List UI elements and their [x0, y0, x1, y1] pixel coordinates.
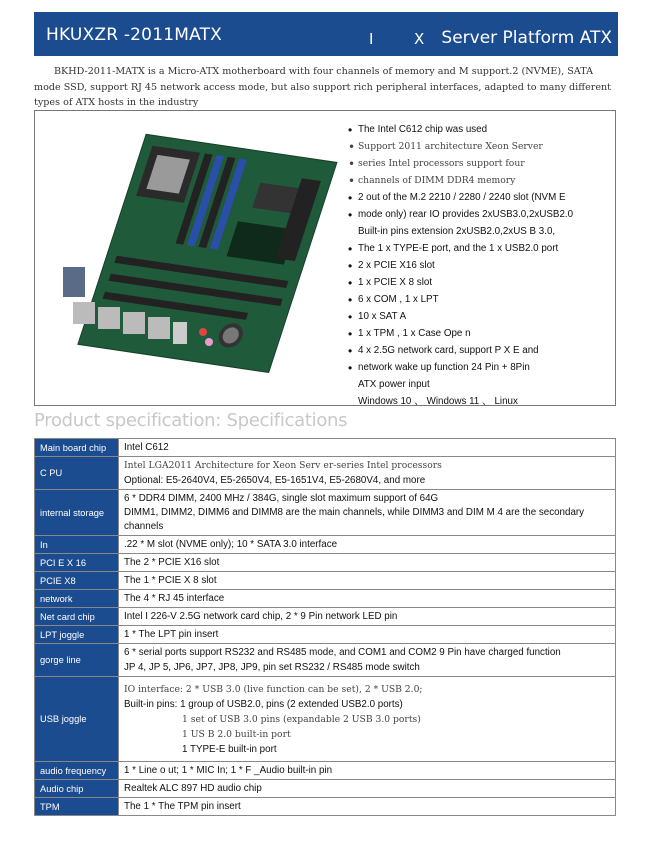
feature-item: ATX power input	[358, 379, 430, 390]
spec-value: 6 * serial ports support RS232 and RS485 mode, and COM1 and COM2 9 Pin have charged function JP 4, JP 5, JP6, JP7, JP8, JP9, pin set RS232 / RS485 mode switch	[119, 644, 616, 677]
feature-item: • network wake up function 24 Pin + 8Pin	[349, 359, 614, 376]
spec-key: Audio chip	[35, 780, 119, 798]
spec-key: USB joggle	[35, 677, 119, 762]
spec-key: Net card chip	[35, 608, 119, 626]
feature-item: • 6 x COM , 1 x LPT	[349, 291, 614, 308]
spec-key: Main board chip	[35, 439, 119, 457]
table-row	[35, 457, 616, 490]
table-row	[35, 590, 616, 608]
title-banner	[34, 12, 618, 56]
spec-value: .22 * M slot (NVME only); 10 * SATA 3.0 interface	[119, 536, 616, 554]
spec-value: The 4 * RJ 45 interface	[119, 590, 616, 608]
spec-section-title: Product specification: Specifications	[34, 410, 348, 431]
spec-value: The 2 * PCIE X16 slot	[119, 554, 616, 572]
table-row	[35, 780, 616, 798]
spec-key: PCIE X8	[35, 572, 119, 590]
feature-item: • The Intel C612 chip was used	[349, 121, 614, 138]
spec-key: In	[35, 536, 119, 554]
spec-key: LPT joggle	[35, 626, 119, 644]
spec-key: network	[35, 590, 119, 608]
feature-item: • 1 x TPM , 1 x Case Ope n	[349, 325, 614, 342]
spec-value: Intel I 226-V 2.5G network card chip, 2 * 9 Pin network LED pin	[119, 608, 616, 626]
model-title: HKUXZR -2011MATX	[46, 25, 223, 45]
motherboard-image	[43, 117, 343, 407]
platform-title: Server Platform ATX	[441, 28, 612, 48]
spec-value: IO interface: 2 * USB 3.0 (live function can be set), 2 * USB 2.0; Built-in pins: 1 group of USB2.0, pins (2 extended USB2.0 ports) 1 set of USB 3.0 pins (expandable 2 USB 3.0 ports) 1 US B 2.0 built-in port 1 TYPE-E built-in port	[119, 677, 616, 762]
feature-list	[349, 121, 614, 410]
spec-value: 1 * The LPT pin insert	[119, 626, 616, 644]
feature-item: • 1 x PCIE X 8 slot	[349, 274, 614, 291]
spec-key: internal storage	[35, 490, 119, 536]
feature-box	[34, 110, 616, 406]
spec-key: audio frequency	[35, 762, 119, 780]
table-row	[35, 554, 616, 572]
feature-item: • 2 x PCIE X16 slot	[349, 257, 614, 274]
feature-item: • mode only) rear IO provides 2xUSB3.0,2xUSB2.0	[349, 206, 614, 223]
spec-key: gorge line	[35, 644, 119, 677]
table-row	[35, 608, 616, 626]
feature-item: Built-in pins extension 2xUSB2.0,2xUS B 3.0,	[358, 226, 556, 237]
table-row	[35, 572, 616, 590]
feature-item: • The 1 x TYPE-E port, and the 1 x USB2.0 port	[349, 240, 614, 257]
spec-value: 1 * Line o ut; 1 * MIC In; 1 * F _Audio built-in pin	[119, 762, 616, 780]
feature-item: • 10 x SAT A	[349, 308, 614, 325]
spec-value: Realtek ALC 897 HD audio chip	[119, 780, 616, 798]
table-row	[35, 536, 616, 554]
feature-item: • 4 x 2.5G network card, support P X E and	[349, 342, 614, 359]
table-row	[35, 798, 616, 816]
table-row	[35, 677, 616, 762]
spec-value: Intel LGA2011 Architecture for Xeon Serv er-series Intel processors Optional: E5-2640V4, E5-2650V4, E5-1651V4, E5-2680V4, and more	[119, 457, 616, 490]
table-row	[35, 762, 616, 780]
table-row	[35, 439, 616, 457]
feature-item: • channels of DIMM DDR4 memory	[349, 172, 614, 189]
spec-table	[34, 438, 616, 816]
table-row	[35, 490, 616, 536]
spec-value: The 1 * The TPM pin insert	[119, 798, 616, 816]
spec-value: Intel C612	[119, 439, 616, 457]
intro-paragraph: BKHD-2011-MATX is a Micro-ATX motherboard with four channels of memory and M support.2 (NVME), SATA mode SSD, support RJ 45 network access mode, but also support rich peripheral interfaces, adapted to many different types of ATX hosts in the industry	[34, 66, 612, 108]
feature-item: Windows 10 、 Windows 11 、 Linux	[358, 396, 518, 407]
spec-key: PCI E X 16	[35, 554, 119, 572]
spec-value: 6 * DDR4 DIMM, 2400 MHz / 384G, single slot maximum support of 64G DIMM1, DIMM2, DIMM6 and DIMM8 are the main channels, while DIMM3 and DIM M 4 are the secondary channels	[119, 490, 616, 536]
title-separator-i: I	[369, 30, 374, 48]
table-row	[35, 644, 616, 677]
table-row	[35, 626, 616, 644]
feature-item: • 2 out of the M.2 2210 / 2280 / 2240 slot (NVM E	[349, 189, 614, 206]
spec-value: The 1 * PCIE X 8 slot	[119, 572, 616, 590]
spec-key: TPM	[35, 798, 119, 816]
feature-item: • series Intel processors support four	[349, 155, 614, 172]
spec-key: C PU	[35, 457, 119, 490]
title-separator-x: X	[414, 30, 425, 48]
feature-item: • Support 2011 architecture Xeon Server	[349, 138, 614, 155]
